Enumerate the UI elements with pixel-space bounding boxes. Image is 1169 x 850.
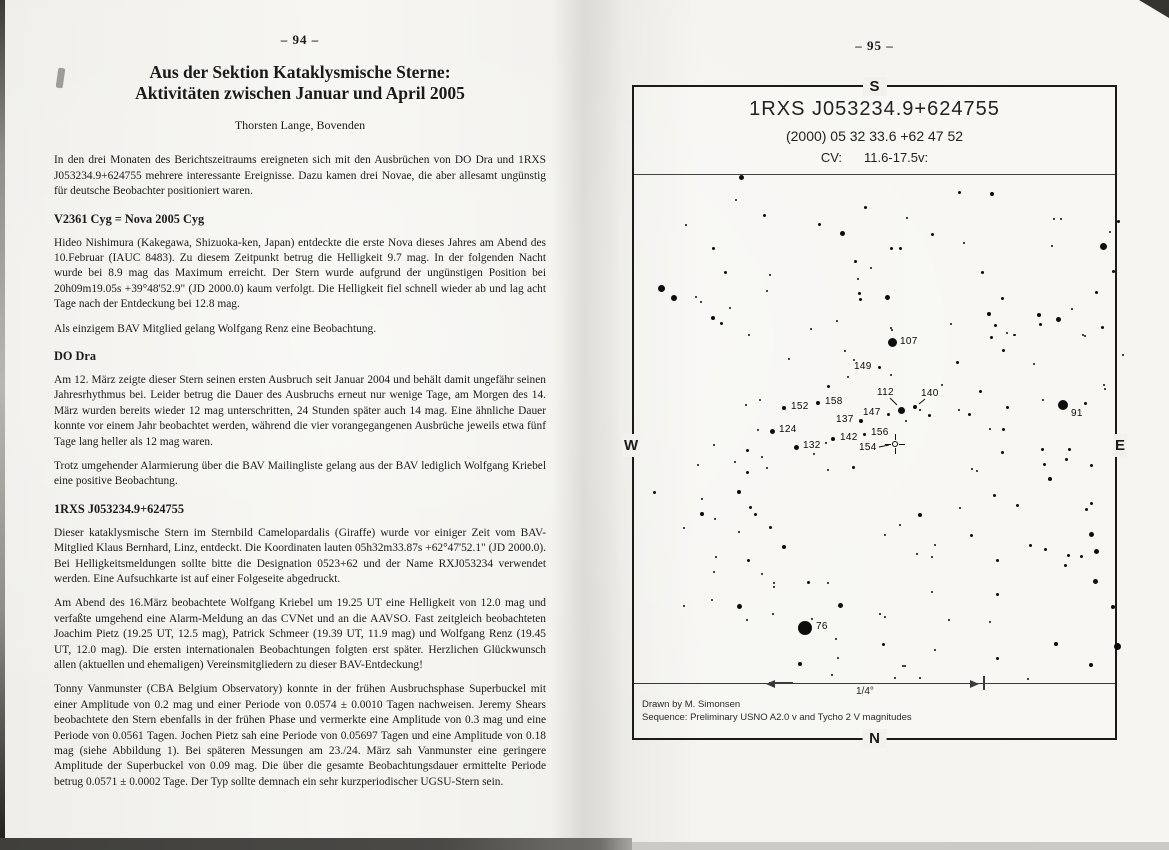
article-title-line2: Aktivitäten zwischen Januar und April 2005 xyxy=(135,82,465,103)
paragraph: Am 12. März zeigte dieser Stern seinen ersten Ausbruch seit Januar 2004 und behält damit ungefähr seinen Jahresrhythmus bei. Leider betrug die Dauer des Ausbruchs erneut nur wenige Tage, am Morgen des 14. März wurden bereits wieder 12 mag unterschritten, 24 Stunden später auch 14 mag. Eine ähnliche Dauer konnte vor einem Jahr beobachtet werden, während die vier vorangegangenen Ausbrüche jeweils etwa fünf Tage lang heller als 12 mag waren. xyxy=(54,373,546,448)
scale-bar-right-arrow-icon xyxy=(970,680,983,688)
page-number-94: – 94 – xyxy=(280,32,320,47)
star xyxy=(711,316,715,320)
paragraph: Hideo Nishimura (Kakegawa, Shizuoka-ken, Japan) entdeckte die erste Nova dieses Jahres am Abend des 10.Februar (IAUC 8483). Zu diesem Zeitpunkt betrug die Helligkeit 9.7 mag. In der folgenden Nacht wurde bei 8.9 mag das Maximum erreicht. Der Stern wurde aufgrund der ungünstigen Position bei 20h09m19.05s +39°48'52.9" (JD 2000.0) kaum verfolgt. Die Helligkeit fiel schnell wieder ab und lag acht Tage nach der Entdeckung bei 12.8 mag. xyxy=(54,236,546,311)
star xyxy=(729,307,731,309)
star xyxy=(747,559,750,562)
star xyxy=(1122,354,1124,356)
star-label: 149 xyxy=(854,361,872,372)
star xyxy=(931,556,933,558)
star xyxy=(1103,384,1105,386)
star xyxy=(737,490,741,494)
star xyxy=(1090,502,1093,505)
compass-east-label: E xyxy=(1113,434,1127,457)
star xyxy=(970,534,973,537)
paragraph: Als einzigem BAV Mitglied gelang Wolfgang Renz eine Beobachtung. xyxy=(54,322,377,335)
star xyxy=(1054,642,1058,646)
star xyxy=(748,334,750,336)
scale-bar-line xyxy=(634,683,1115,684)
star xyxy=(931,233,934,236)
star xyxy=(1042,399,1044,401)
star xyxy=(931,591,933,593)
star xyxy=(1084,402,1087,405)
star xyxy=(807,581,810,584)
star xyxy=(888,338,897,347)
star xyxy=(1029,544,1032,547)
target-tick xyxy=(895,448,896,454)
star xyxy=(906,217,908,219)
star xyxy=(1051,245,1053,247)
star xyxy=(1111,605,1115,609)
star xyxy=(857,278,859,280)
star xyxy=(838,603,843,608)
star xyxy=(1101,326,1104,329)
compass-west-label: W xyxy=(622,434,640,457)
star xyxy=(1084,335,1086,337)
scale-bar-label: 1/4° xyxy=(856,686,874,697)
star xyxy=(887,413,890,416)
star xyxy=(981,271,984,274)
paragraph: Tonny Vanmunster (CBA Belgium Observatory) konnte in der frühen Ausbruchsphase Superbuckel mit einer Amplitude von 0.2 mag und einer Periode von 0.0574 ± 0.0010 Tagen nachweisen. Jeremy Shears beobachtete den Stern ebenfalls in der frühen Phase und vermerkte eine Amplitude von 0.3 mag und eine Periode von 0.0561 Tagen. Jochen Pietz sah eine Periode von 0.05697 Tagen und eine Amplitude von 0.18 mag (siehe Abbildung 1). Bei späteren Messungen am 23./24. März sah Vanmunster eine geringere Amplitude der Superbuckel von 0.09 mag. Die über die gesamte Beobachtungsdauer ermittelte Periode betrug 0.0571 ± 0.0002 Tage. Der Typ sollte demnach ein sehr kurzperiodischer UGSU-Stern sein. xyxy=(54,683,546,788)
star xyxy=(761,573,763,575)
star xyxy=(837,657,839,659)
star xyxy=(746,619,748,621)
star xyxy=(724,271,727,274)
star xyxy=(852,466,855,469)
star xyxy=(798,621,812,635)
star xyxy=(885,295,890,300)
star xyxy=(1037,313,1041,317)
star xyxy=(958,191,961,194)
star xyxy=(1112,270,1115,273)
star xyxy=(1090,464,1093,467)
target-tick xyxy=(885,444,891,445)
star xyxy=(1093,579,1098,584)
star xyxy=(745,404,747,406)
star xyxy=(905,420,907,422)
star xyxy=(772,613,774,615)
star xyxy=(712,247,715,250)
star xyxy=(1060,218,1062,220)
star xyxy=(1058,400,1068,410)
star xyxy=(996,559,999,562)
star xyxy=(859,298,862,301)
star xyxy=(1114,643,1121,650)
target-tick xyxy=(895,434,896,440)
star xyxy=(1002,349,1005,352)
star xyxy=(1080,555,1083,558)
star xyxy=(899,524,901,526)
page-gutter-shadow xyxy=(552,0,622,850)
star xyxy=(737,604,742,609)
star xyxy=(831,437,835,441)
chart-title: 1RXS J053234.9+624755 xyxy=(749,98,1000,120)
chart-coordinates: (2000) 05 32 33.6 +62 47 52 xyxy=(785,128,964,144)
star xyxy=(878,366,881,369)
star xyxy=(870,267,872,269)
star xyxy=(1053,218,1055,220)
star xyxy=(913,405,917,409)
star-label: 152 xyxy=(791,401,809,412)
star xyxy=(891,329,893,331)
star xyxy=(840,231,845,236)
star-label: 137 xyxy=(836,414,854,425)
star xyxy=(1001,451,1004,454)
star xyxy=(989,621,991,623)
star xyxy=(864,206,867,209)
star xyxy=(1041,448,1044,451)
star xyxy=(884,616,886,618)
star xyxy=(788,358,790,360)
star xyxy=(746,449,749,452)
star xyxy=(1039,323,1042,326)
star xyxy=(1065,458,1068,461)
cv-value: 11.6-17.5v: xyxy=(864,150,929,165)
star xyxy=(1109,231,1111,233)
star xyxy=(769,526,772,529)
star xyxy=(948,619,950,621)
star xyxy=(1043,463,1046,466)
star xyxy=(918,513,922,517)
star xyxy=(1001,297,1004,300)
star xyxy=(1002,428,1005,431)
star xyxy=(836,320,838,322)
star xyxy=(963,242,965,244)
chart-credit-artist: Drawn by M. Simonsen xyxy=(642,699,741,710)
star xyxy=(1095,291,1098,294)
star xyxy=(763,214,766,217)
star xyxy=(835,638,837,640)
star xyxy=(695,296,697,298)
star xyxy=(879,613,881,615)
star-field xyxy=(634,87,1115,738)
star xyxy=(754,513,757,516)
star xyxy=(1048,477,1052,481)
star xyxy=(863,433,866,436)
star-label: 140 xyxy=(921,388,939,399)
star xyxy=(1006,406,1009,409)
star-label: 132 xyxy=(803,440,821,451)
star xyxy=(701,498,703,500)
finder-chart xyxy=(624,78,1125,747)
star xyxy=(1006,332,1008,334)
cv-label: CV: xyxy=(820,150,843,165)
star xyxy=(934,649,936,651)
star xyxy=(782,545,786,549)
star xyxy=(700,512,704,516)
star xyxy=(990,336,993,339)
compass-north-label: N xyxy=(862,729,887,748)
star xyxy=(996,593,999,596)
star xyxy=(653,491,656,494)
star xyxy=(773,586,775,588)
star xyxy=(813,453,815,455)
star xyxy=(941,384,943,386)
star xyxy=(739,175,744,180)
star xyxy=(794,445,799,450)
chart-inner xyxy=(634,87,1115,738)
star xyxy=(697,464,699,466)
star xyxy=(1016,504,1019,507)
star xyxy=(827,582,829,584)
star xyxy=(898,407,905,414)
star xyxy=(928,414,931,417)
star xyxy=(798,662,802,666)
star xyxy=(773,582,775,584)
star xyxy=(994,324,997,327)
star xyxy=(749,506,752,509)
section-heading-v2361: V2361 Cyg = Nova 2005 Cyg xyxy=(54,211,205,226)
star xyxy=(734,461,736,463)
star-label: 112 xyxy=(877,387,894,398)
star xyxy=(715,556,717,558)
chart-credits xyxy=(642,699,912,724)
star xyxy=(757,429,759,431)
scan-corner-mark xyxy=(1139,0,1169,18)
star xyxy=(818,223,821,226)
target-circle-icon xyxy=(892,441,898,447)
star xyxy=(811,618,813,620)
star-label: 91 xyxy=(1071,408,1083,419)
star xyxy=(854,260,857,263)
star xyxy=(1027,678,1029,680)
star xyxy=(1104,388,1106,390)
star xyxy=(934,544,936,546)
star xyxy=(713,571,715,573)
paragraph: Am Abend des 16.März beobachtete Wolfgang Kriebel um 19.25 UT eine Helligkeit von 12.0 mag und verfaßte umgehend eine Alarm-Meldung an das CVNet und an die AAVSO. Fast zeitgleich beobachteten Joachim Pietz (19.25 UT, 12.5 mag), Patrick Schmeer (19.39 UT, 11.9 mag) und Wolfgang Renz (19.45 UT, 12.0 mag). Die ersten internationalen Beobachtungen folgten erst später. Herzlichen Glückwunsch allen (aktuellen und ehemaligen) Vereinsmitgliedern zu dieser BAV-Entdeckung! xyxy=(54,597,546,672)
star xyxy=(976,470,978,472)
star xyxy=(950,323,952,325)
star xyxy=(902,665,904,667)
star xyxy=(1068,448,1071,451)
star xyxy=(1089,663,1093,667)
star xyxy=(1014,334,1016,336)
star xyxy=(904,665,906,667)
star xyxy=(700,301,702,303)
section-heading-dodra: DO Dra xyxy=(54,348,97,363)
star xyxy=(859,419,863,423)
star xyxy=(987,312,991,316)
chart-credit-sequence: Sequence: Preliminary USNO A2.0 v and Tycho 2 V magnitudes xyxy=(642,711,912,723)
scan-edge-left xyxy=(0,0,5,850)
star xyxy=(959,507,961,509)
star xyxy=(1044,548,1047,551)
star xyxy=(919,677,921,679)
star-label: 158 xyxy=(825,396,843,407)
star xyxy=(968,413,971,416)
star xyxy=(683,527,685,529)
star-label: 107 xyxy=(900,336,918,347)
star xyxy=(894,677,896,679)
star-label: 147 xyxy=(863,407,881,418)
star xyxy=(827,385,830,388)
star xyxy=(989,428,991,430)
star xyxy=(979,390,982,393)
star xyxy=(766,467,768,469)
star xyxy=(899,247,902,250)
article-title xyxy=(54,62,546,103)
scale-bar-left-segment xyxy=(769,682,793,684)
star xyxy=(735,199,737,201)
star xyxy=(1071,308,1073,310)
star xyxy=(685,224,687,226)
star-label: 142 xyxy=(840,432,858,443)
star xyxy=(711,599,713,601)
star xyxy=(1100,243,1107,250)
star xyxy=(683,605,685,607)
star xyxy=(770,429,775,434)
star xyxy=(769,274,771,276)
star xyxy=(1085,508,1088,511)
star-label: 154 xyxy=(859,442,877,453)
star xyxy=(810,328,812,330)
star xyxy=(890,327,892,329)
paragraph: Trotz umgehender Alarmierung über die BAV Mailingliste gelang aus der BAV lediglich Wolfgang Kriebel eine positive Beobachtung. xyxy=(54,459,546,488)
star xyxy=(746,471,749,474)
star xyxy=(713,444,715,446)
star xyxy=(858,292,861,295)
scan-bottom-shadow xyxy=(0,838,632,850)
star xyxy=(738,531,740,533)
star xyxy=(890,374,892,376)
star xyxy=(956,361,959,364)
target-tick xyxy=(899,444,905,445)
page-94 xyxy=(54,32,546,799)
star xyxy=(766,290,768,292)
page-number-95: – 95 – xyxy=(855,38,894,53)
star xyxy=(958,409,960,411)
star xyxy=(993,494,996,497)
star xyxy=(919,409,921,411)
star xyxy=(714,518,716,520)
star xyxy=(847,376,849,378)
section-heading-1rxs: 1RXS J053234.9+624755 xyxy=(54,501,184,516)
star xyxy=(890,247,893,250)
star xyxy=(996,657,999,660)
star xyxy=(1056,317,1061,322)
star-label: 156 xyxy=(871,427,889,438)
scan-bottom-shadow-right xyxy=(632,842,1169,850)
paragraph: Dieser kataklysmische Stern im Sternbild Camelopardalis (Giraffe) wurde vor einiger Zeit vom BAV-Mitglied Klaus Bernhard, Linz, entdeckt. Die Koordinaten lauten 05h32m33.87s +62°47'52.1" (JD 2000.0). Bei Helligkeitsmeldungen sollte bitte die Designation 0523+62 und der Name RXJ053234 verwendet werden. Eine Aufsuchkarte ist auf einer Folgeseite abgedruckt. xyxy=(54,526,546,585)
star xyxy=(844,350,846,352)
star xyxy=(720,322,723,325)
star xyxy=(884,534,886,536)
star xyxy=(971,468,973,470)
star-label: 124 xyxy=(779,424,797,435)
star xyxy=(1089,532,1094,537)
article-author: Thorsten Lange, Bovenden xyxy=(234,118,366,133)
article-title-line1: Aus der Sektion Kataklysmische Sterne: xyxy=(149,62,451,82)
star xyxy=(1094,549,1099,554)
star xyxy=(1033,363,1035,365)
star xyxy=(1117,220,1120,223)
star xyxy=(916,553,918,555)
star xyxy=(816,401,820,405)
star xyxy=(825,442,827,444)
star xyxy=(827,469,829,471)
star xyxy=(1067,554,1070,557)
star xyxy=(782,406,786,410)
star xyxy=(759,399,761,401)
star xyxy=(831,674,833,676)
star xyxy=(671,295,677,301)
star xyxy=(658,285,665,292)
intro-paragraph: In den drei Monaten des Berichtszeitraums ereigneten sich mit den Ausbrüchen von DO Dra und 1RXS J053234.9+624755 mehrere interessante Ereignisse. Dazu kamen drei Novae, die aber allesamt ungünstig für deutsche Beobachter positioniert waren. xyxy=(54,154,546,198)
star xyxy=(882,643,885,646)
scale-bar-right-tick xyxy=(983,676,985,690)
star xyxy=(1064,564,1067,567)
star xyxy=(761,456,763,458)
star xyxy=(990,192,994,196)
star-label: 76 xyxy=(816,621,828,632)
compass-south-label: S xyxy=(862,77,886,96)
